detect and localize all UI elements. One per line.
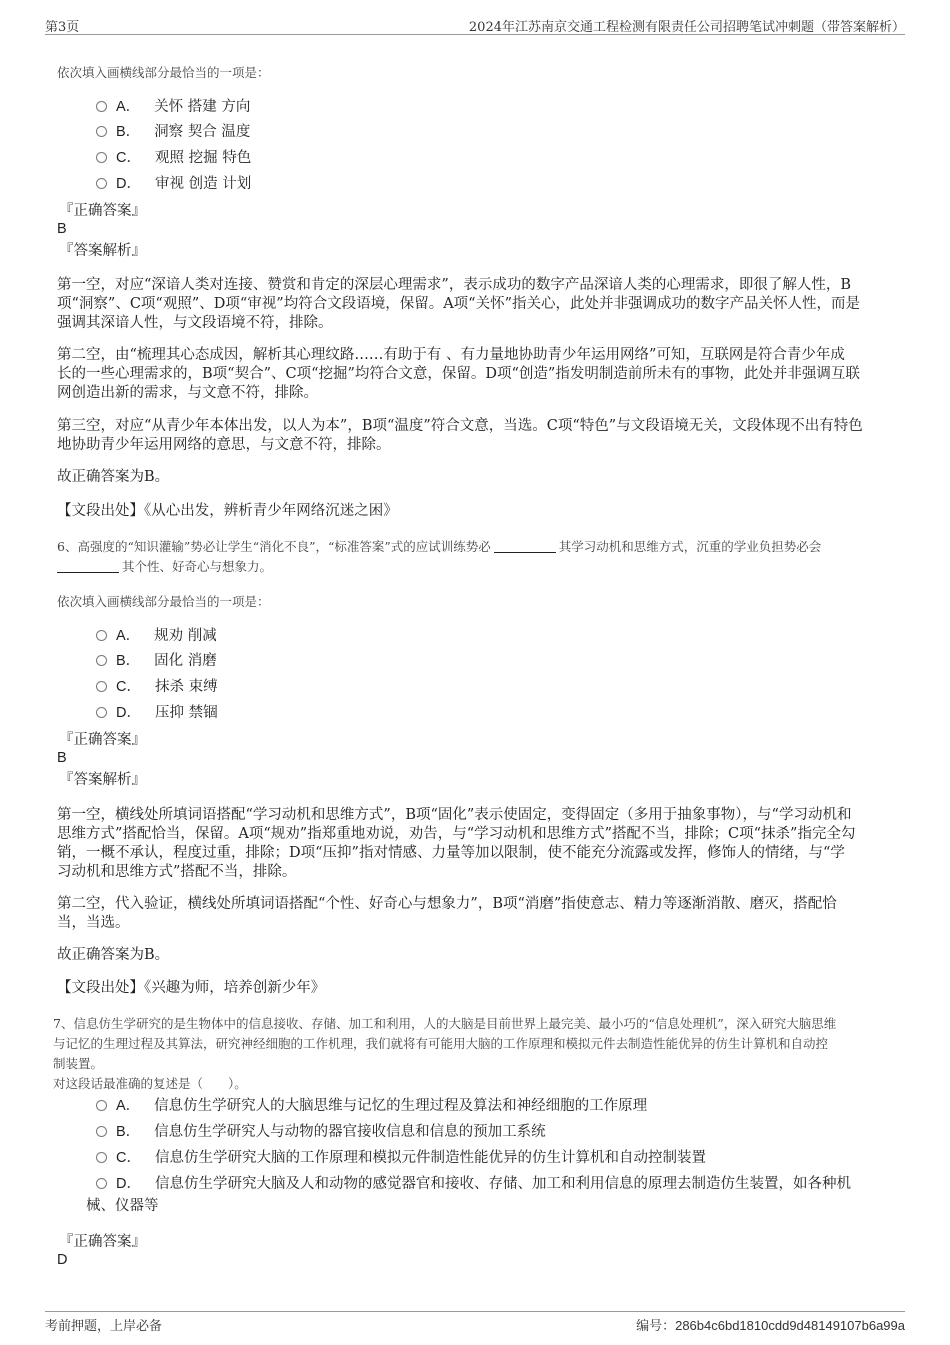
fill-blank [494, 539, 556, 553]
q6-analysis-label: 『答案解析』 [59, 772, 146, 788]
page-header [45, 14, 905, 35]
page-footer [45, 1311, 905, 1336]
q7-answer: D [57, 1252, 68, 1268]
q6-analysis-p1-line3: 销，一概不承认，程度过重，排除；D项“压抑”指对情感、力量等加以限制，使不能充分流露或发挥，修饰人的情绪，与“学 [57, 845, 845, 861]
q5-analysis-p2-line1: 第二空，由“梳理其心态成因，解析其心理纹路……有助于有 、有力量地协助青少年运用网络”可知，互联网是符合青少年成 [57, 347, 845, 363]
q7-option-c[interactable]: C． 信息仿生学研究大脑的工作原理和模拟元件制造性能优异的仿生计算机和自动控制装置 [96, 1147, 896, 1169]
radio-icon[interactable] [96, 681, 107, 692]
q5-answer: B [57, 221, 67, 237]
q6-answer: B [57, 750, 67, 766]
q6-option-c[interactable]: C． 抹杀 束缚 [96, 676, 896, 698]
q6-option-b[interactable]: B． 固化 消磨 [96, 650, 896, 672]
document-title: 2024年江苏南京交通工程检测有限责任公司招聘笔试冲刺题（带答案解析） [468, 20, 905, 35]
document-code: 编号：286b4c6bd1810cdd9d48149107b6a99a [636, 1318, 905, 1334]
q5-instruction: 依次填入画横线部分最恰当的一项是： [57, 65, 270, 80]
footer-slogan: 考前押题，上岸必备 [45, 1319, 163, 1334]
q5-analysis-p3-line2: 地协助青少年运用网络的意思，与文意不符，排除。 [57, 437, 391, 453]
q5-conclusion: 故正确答案为B。 [57, 469, 170, 485]
radio-icon[interactable] [96, 1178, 107, 1189]
radio-icon[interactable] [96, 655, 107, 666]
q6-analysis-p2-line2: 当，当选。 [57, 915, 130, 931]
q5-analysis-label: 『答案解析』 [59, 243, 146, 259]
q7-stem-line2: 与记忆的生理过程及其算法，研究神经细胞的工作机理，我们就将有可能用大脑的工作原理和模拟元件去制造性能优异的仿生计算机和自动控 [53, 1036, 829, 1051]
q5-option-b[interactable]: B． 洞察 契合 温度 [96, 121, 896, 143]
radio-icon[interactable] [96, 101, 107, 112]
q6-source: 【文段出处】《兴趣为师，培养创新少年》 [57, 980, 326, 996]
q7-stem-line3: 制装置。 [53, 1056, 104, 1071]
q5-option-c[interactable]: C． 观照 挖掘 特色 [96, 147, 896, 169]
q6-option-a[interactable]: A． 规劝 削减 [96, 625, 896, 647]
radio-icon[interactable] [96, 1126, 107, 1137]
q6-instruction: 依次填入画横线部分最恰当的一项是： [57, 594, 270, 609]
q5-option-d[interactable]: D． 审视 创造 计划 [96, 173, 896, 195]
q5-answer-label: 『正确答案』 [59, 203, 146, 219]
q5-option-a[interactable]: A． 关怀 搭建 方向 [96, 96, 896, 118]
q5-analysis-p1-line2: 项“洞察”、C项“观照”、D项“审视”均符合文段语境，保留。A项“关怀”指关心，此处并非强调成功的数字产品关怀人性，而是 [57, 296, 860, 312]
q5-analysis-p1-line3: 强调其深谙人性，与文段语境不符，排除。 [57, 315, 333, 331]
radio-icon[interactable] [96, 1100, 107, 1111]
q7-option-b[interactable]: B． 信息仿生学研究人与动物的器官接收信息和信息的预加工系统 [96, 1121, 896, 1143]
q7-option-d-continuation: 械、仪器等 [86, 1198, 159, 1214]
q5-analysis-p2-line3: 网创造出新的需求，与文意不符，排除。 [57, 385, 318, 401]
q6-analysis-p1-line1: 第一空，横线处所填词语搭配“学习动机和思维方式”，B项“固化”表示使固定，变得固定（多用于抽象事物），与“学习动机和 [57, 807, 852, 823]
q6-analysis-p1-line2: 思维方式”搭配恰当，保留。A项“规劝”指郑重地劝说，劝告，与“学习动机和思维方式”搭配不当，排除；C项“抹杀”指完全勾 [57, 826, 856, 842]
q6-stem-line2: 其个性、好奇心与想象力。 [57, 557, 895, 576]
q7-option-a[interactable]: A． 信息仿生学研究人的大脑思维与记忆的生理过程及算法和神经细胞的工作原理 [96, 1095, 896, 1117]
radio-icon[interactable] [96, 152, 107, 163]
radio-icon[interactable] [96, 1152, 107, 1163]
q6-answer-label: 『正确答案』 [59, 732, 146, 748]
q6-stem-line1: 6、高强度的“知识灌输”势必让学生“消化不良”，“标准答案”式的应试训练势必 其学习动机和思维方式，沉重的学业负担势必会 [57, 539, 822, 554]
q7-answer-label: 『正确答案』 [59, 1234, 146, 1250]
q6-analysis-p2-line1: 第二空，代入验证，横线处所填词语搭配“个性、好奇心与想象力”，B项“消磨”指使意志、精力等逐渐消散、磨灭，搭配恰 [57, 896, 837, 912]
q7-option-d[interactable]: D． 信息仿生学研究大脑及人和动物的感觉器官和接收、存储、加工和利用信息的原理去制造仿生装置，如各种机 [96, 1173, 896, 1195]
page-number: 第3页 [45, 20, 80, 35]
q6-conclusion: 故正确答案为B。 [57, 947, 170, 963]
q5-analysis-p2-line2: 长的一些心理需求的，B项“契合”、C项“挖掘”均符合文意，保留。D项“创造”指发明制造前所未有的事物，此处并非强调互联 [57, 366, 860, 382]
radio-icon[interactable] [96, 707, 107, 718]
q7-question: 对这段话最准确的复述是（ ）。 [53, 1076, 247, 1091]
radio-icon[interactable] [96, 126, 107, 137]
radio-icon[interactable] [96, 630, 107, 641]
q6-analysis-p1-line4: 习动机和思维方式”搭配不当，排除。 [57, 864, 297, 880]
fill-blank [57, 559, 119, 573]
q5-source: 【文段出处】《从心出发，辨析青少年网络沉迷之困》 [57, 503, 398, 519]
q7-stem-line1: 7、信息仿生学研究的是生物体中的信息接收、存储、加工和利用，人的大脑是目前世界上最完美、最小巧的“信息处理机”，深入研究大脑思维 [53, 1016, 837, 1031]
q5-analysis-p1-line1: 第一空，对应“深谙人类对连接、赞赏和肯定的深层心理需求”，表示成功的数字产品深谙人类的心理需求，即很了解人性，B [57, 277, 851, 293]
q6-option-d[interactable]: D． 压抑 禁锢 [96, 702, 896, 724]
q5-analysis-p3-line1: 第三空，对应“从青少年本体出发，以人为本”，B项“温度”符合文意，当选。C项“特色”与文段语境无关，文段体现不出有特色 [57, 418, 863, 434]
radio-icon[interactable] [96, 178, 107, 189]
